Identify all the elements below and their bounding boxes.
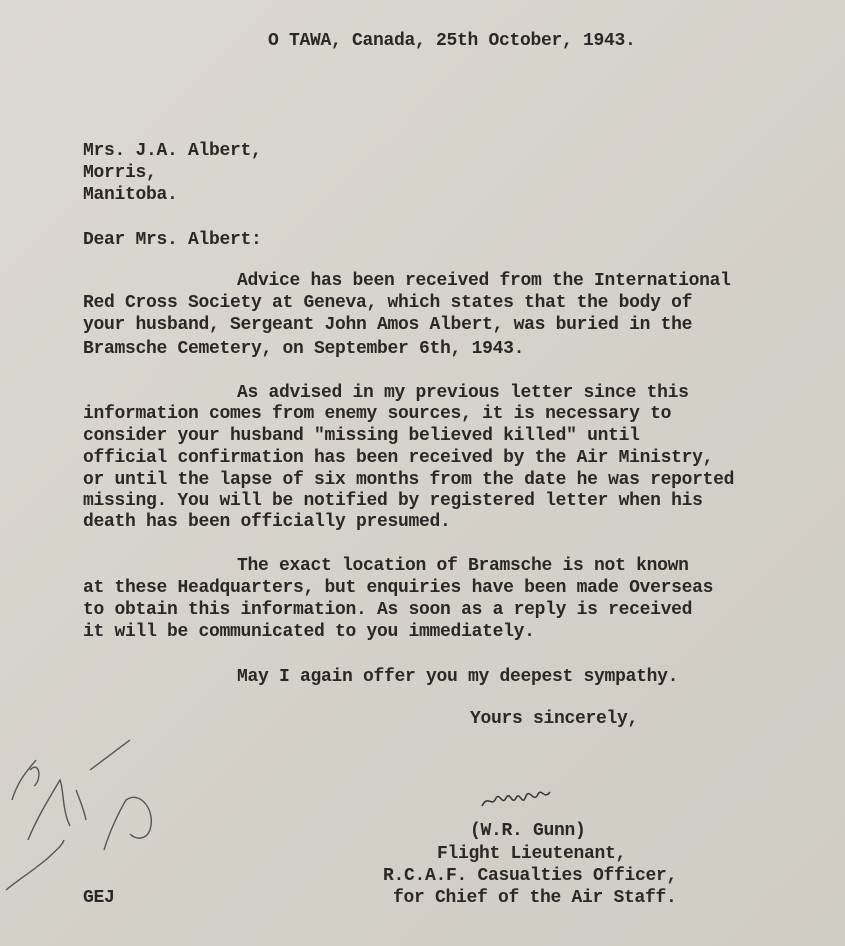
signatory-rank: Flight Lieutenant, (437, 844, 627, 864)
paragraph-line: consider your husband "missing believed killed" until (83, 426, 640, 446)
closing: Yours sincerely, (470, 709, 639, 729)
signatory-name: (W.R. Gunn) (470, 821, 586, 841)
paragraph-line: missing. You will be notified by registered letter when his (83, 491, 703, 511)
typist-initials: GEJ (83, 888, 115, 908)
paragraph-line: Advice has been received from the International (237, 271, 731, 291)
paragraph-line: official confirmation has been received by the Air Ministry, (83, 448, 714, 468)
paragraph-line: to obtain this information. As soon as a reply is received (83, 600, 693, 620)
signatory-office: for Chief of the Air Staff. (393, 888, 677, 908)
paragraph-line: As advised in my previous letter since this (237, 383, 689, 403)
address-line: Manitoba. (83, 185, 178, 205)
address-line: Mrs. J.A. Albert, (83, 141, 262, 161)
sympathy-line: May I again offer you my deepest sympathy. (237, 667, 679, 687)
paragraph-line: Bramsche Cemetery, on September 6th, 1943. (83, 339, 525, 359)
paragraph-line: The exact location of Bramsche is not known (237, 556, 689, 576)
dateline: O TAWA, Canada, 25th October, 1943. (268, 31, 636, 51)
signature-scribble (478, 786, 558, 816)
paragraph-line: information comes from enemy sources, it is necessary to (83, 404, 672, 424)
handwritten-annotation (0, 730, 170, 910)
paragraph-line: death has been officially presumed. (83, 512, 451, 532)
salutation: Dear Mrs. Albert: (83, 230, 262, 250)
paragraph-line: Red Cross Society at Geneva, which states that the body of (83, 293, 693, 313)
paragraph-line: or until the lapse of six months from the date he was reported (83, 470, 735, 490)
address-line: Morris, (83, 163, 157, 183)
paragraph-line: at these Headquarters, but enquiries have been made Overseas (83, 578, 714, 598)
paragraph-line: your husband, Sergeant John Amos Albert, was buried in the (83, 315, 693, 335)
signatory-title: R.C.A.F. Casualties Officer, (383, 866, 678, 886)
paragraph-line: it will be communicated to you immediately. (83, 622, 535, 642)
